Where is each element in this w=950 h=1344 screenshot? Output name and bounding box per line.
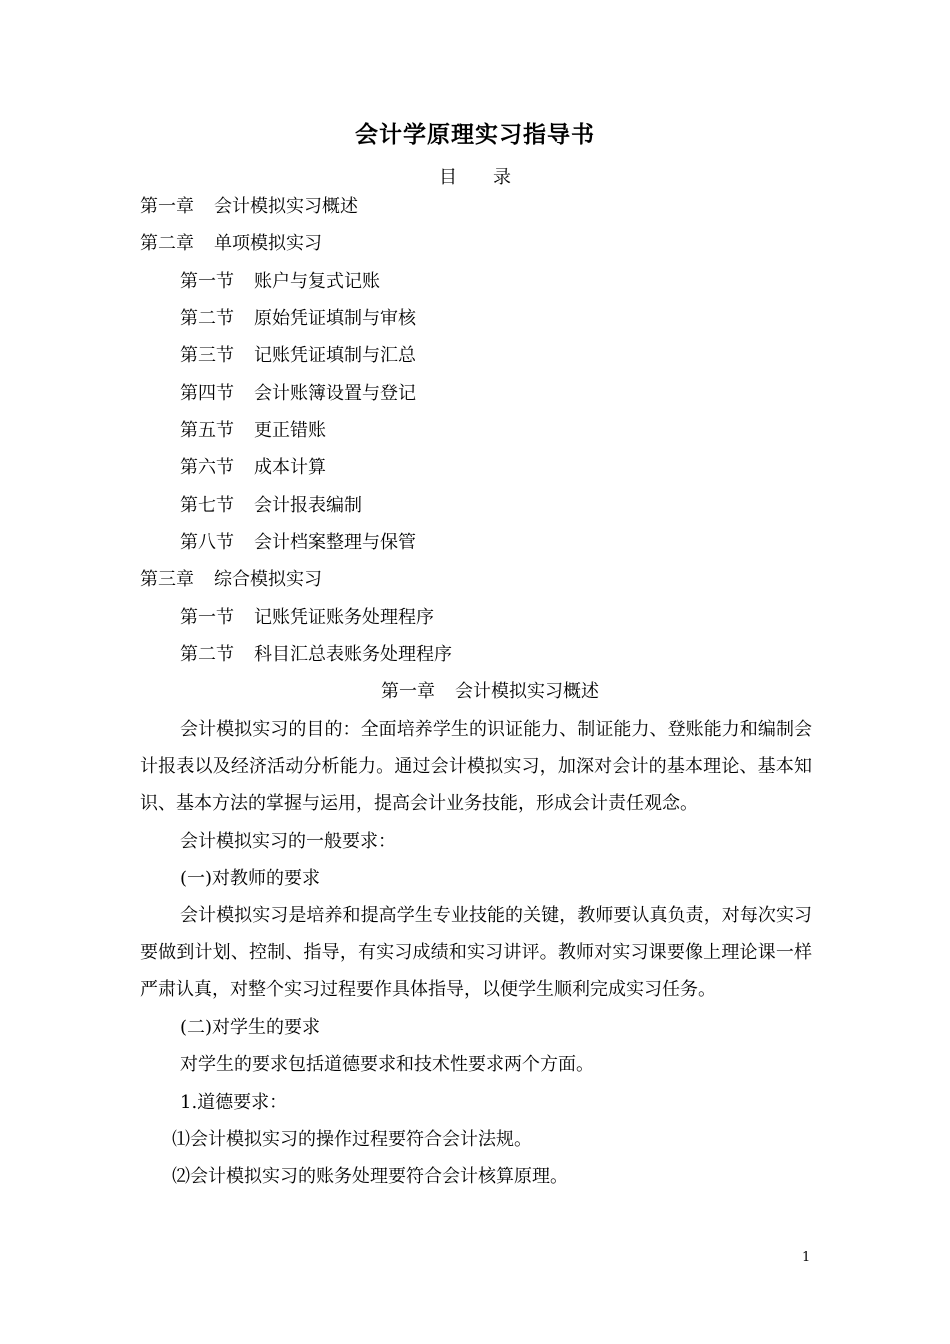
toc-item-number: 第二章	[140, 233, 194, 254]
toc-item	[180, 531, 416, 555]
toc-item-text: 记账凭证填制与汇总	[254, 345, 416, 366]
toc-item-number: 第一节	[180, 607, 234, 628]
toc-item-text: 原始凭证填制与审核	[254, 308, 416, 329]
toc-item	[180, 270, 380, 294]
toc-item-number: 第二节	[180, 308, 234, 329]
toc-item	[140, 568, 322, 592]
toc-item	[140, 232, 322, 256]
toc-item-number: 第一章	[140, 196, 194, 217]
page-number: 1	[802, 1250, 811, 1265]
body-paragraph: 会计模拟实习的目的：全面培养学生的识证能力、制证能力、登账能力和编制会计报表以及经济活动分析能力。通过会计模拟实习，加深对会计的基本理论、基本知识、基本方法的掌握与运用，提高会计业务技能，形成会计责任观念。	[140, 719, 812, 814]
toc-item	[180, 606, 434, 630]
section-heading: (二)对学生的要求	[180, 1017, 321, 1038]
toc-item-text: 会计模拟实习概述	[214, 196, 358, 217]
body-paragraph: 会计模拟实习是培养和提高学生专业技能的关键，教师要认真负责，对每次实习要做到计划、控制、指导，有实习成绩和实习讲评。教师对实习课要像上理论课一样严肃认真，对整个实习过程要作具体指导，以便学生顺利完成实习任务。	[140, 905, 812, 1000]
toc-item	[180, 382, 416, 406]
toc-item-number: 第三章	[140, 569, 194, 590]
list-item: ⑴会计模拟实习的操作过程要符合会计法规。	[172, 1129, 532, 1150]
toc-item-number: 第四节	[180, 383, 234, 404]
toc-item	[180, 494, 362, 518]
toc-item-text: 单项模拟实习	[214, 233, 322, 254]
toc-item-number: 第六节	[180, 457, 234, 478]
toc-item-text: 会计报表编制	[254, 495, 362, 516]
list-heading: 1.道德要求：	[180, 1092, 288, 1113]
toc-item	[180, 344, 416, 368]
toc-item-text: 会计档案整理与保管	[254, 532, 416, 553]
section-heading: (一)对教师的要求	[180, 868, 321, 889]
toc-heading	[0, 163, 950, 189]
document-title: 会计学原理实习指导书	[355, 122, 595, 148]
toc-heading-char-2: 录	[493, 167, 511, 188]
toc-item-text: 更正错账	[254, 420, 326, 441]
toc-item	[180, 643, 452, 667]
toc-item-number: 第三节	[180, 345, 234, 366]
toc-item-text: 账户与复式记账	[254, 271, 380, 292]
toc-item-text: 成本计算	[254, 457, 326, 478]
toc-item-text: 综合模拟实习	[214, 569, 322, 590]
toc-heading-char-1: 目	[439, 167, 457, 188]
list-item: ⑵会计模拟实习的账务处理要符合会计核算原理。	[172, 1166, 568, 1187]
chapter-heading-number: 第一章	[381, 681, 435, 702]
chapter-heading-text: 会计模拟实习概述	[455, 681, 599, 702]
toc-item-number: 第八节	[180, 532, 234, 553]
toc-item	[140, 195, 358, 219]
toc-item-text: 记账凭证账务处理程序	[254, 607, 434, 628]
toc-item-number: 第五节	[180, 420, 234, 441]
chapter-heading	[0, 680, 950, 704]
toc-item-number: 第二节	[180, 644, 234, 665]
body-paragraph: 会计模拟实习的一般要求：	[180, 831, 396, 852]
toc-item-text: 科目汇总表账务处理程序	[254, 644, 452, 665]
toc-item	[180, 307, 416, 331]
toc-item	[180, 456, 326, 480]
toc-item	[180, 419, 326, 443]
toc-item-text: 会计账簿设置与登记	[254, 383, 416, 404]
toc-item-number: 第一节	[180, 271, 234, 292]
body-paragraph: 对学生的要求包括道德要求和技术性要求两个方面。	[180, 1054, 594, 1075]
toc-item-number: 第七节	[180, 495, 234, 516]
